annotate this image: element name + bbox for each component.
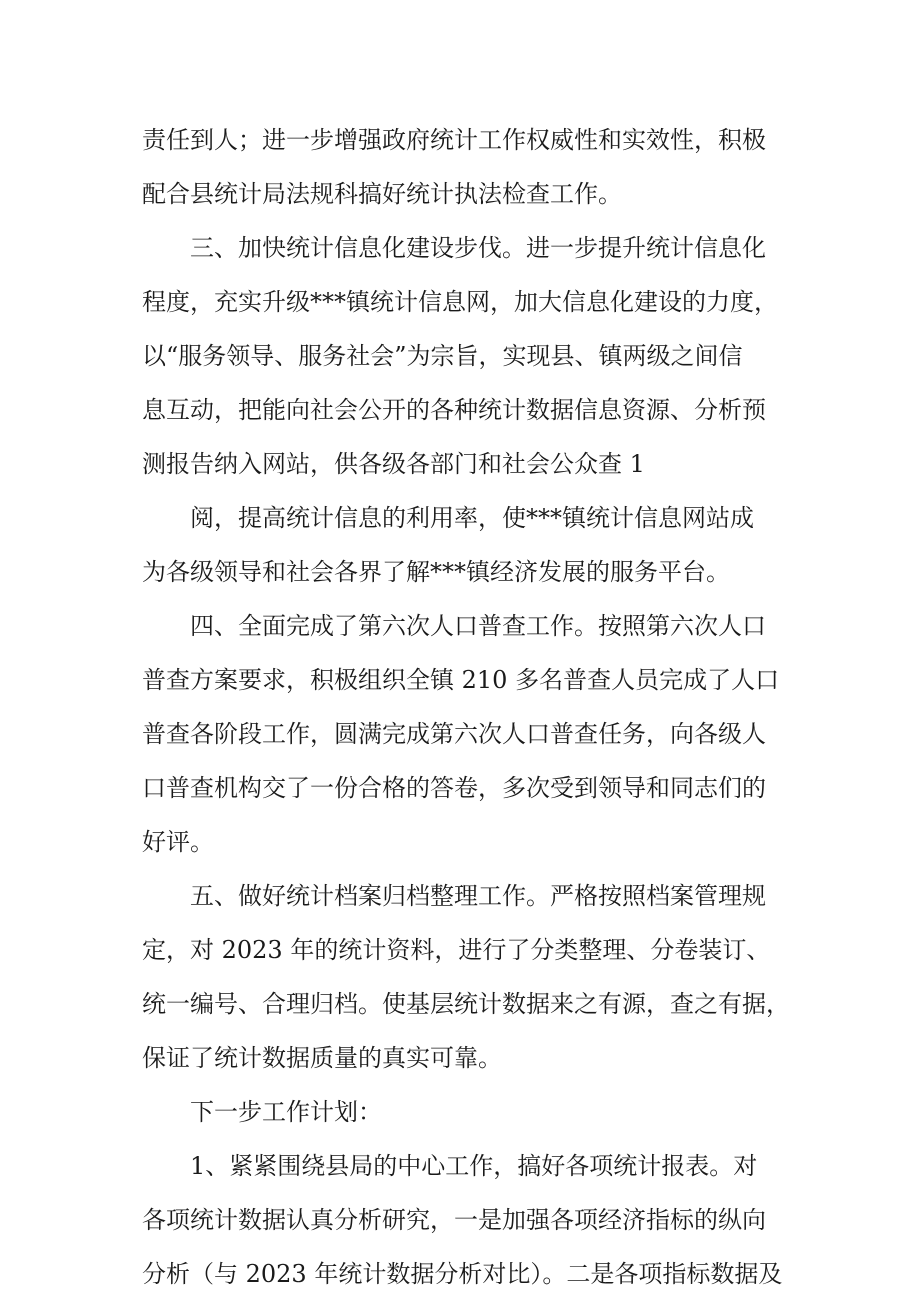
text-line: 保证了统计数据质量的真实可靠。 <box>142 1044 502 1072</box>
text-line: 三、加快统计信息化建设步伐。进一步提升统计信息化 <box>190 234 766 262</box>
text-line: 责任到人；进一步增强政府统计工作权威性和实效性，积极 <box>142 126 766 154</box>
text-line: 四、全面完成了第六次人口普查工作。按照第六次人口 <box>190 612 766 640</box>
text-line: 分析（与 2023 年统计数据分析对比）。二是各项指标数据及 <box>142 1260 783 1288</box>
text-line: 测报告纳入网站，供各级各部门和社会公众查 1 <box>142 450 645 478</box>
text-line: 阅，提高统计信息的利用率，使***镇统计信息网站成 <box>190 504 754 532</box>
text-line: 1、紧紧围绕县局的中心工作，搞好各项统计报表。对 <box>190 1152 758 1180</box>
text-line: 口普查机构交了一份合格的答卷，多次受到领导和同志们的 <box>142 774 766 802</box>
text-line: 配合县统计局法规科搞好统计执法检查工作。 <box>142 180 622 208</box>
text-line: 各项统计数据认真分析研究，一是加强各项经济指标的纵向 <box>142 1206 766 1234</box>
text-line: 为各级领导和社会各界了解***镇经济发展的服务平台。 <box>142 558 730 586</box>
text-line: 以“服务领导、服务社会”为宗旨，实现县、镇两级之间信 <box>142 342 743 370</box>
text-line: 息互动，把能向社会公开的各种统计数据信息资源、分析预 <box>142 396 766 424</box>
text-line: 普查各阶段工作，圆满完成第六次人口普查任务，向各级人 <box>142 720 766 748</box>
text-line: 下一步工作计划： <box>190 1098 382 1126</box>
text-line: 统一编号、合理归档。使基层统计数据来之有源，查之有据， <box>142 990 790 1018</box>
text-line: 好评。 <box>142 828 214 856</box>
text-line: 普查方案要求，积极组织全镇 210 多名普查人员完成了人口 <box>142 666 780 694</box>
text-line: 程度，充实升级***镇统计信息网，加大信息化建设的力度， <box>142 288 778 316</box>
text-line: 五、做好统计档案归档整理工作。严格按照档案管理规 <box>190 882 766 910</box>
text-line: 定，对 2023 年的统计资料，进行了分类整理、分卷装订、 <box>142 936 771 964</box>
document-body <box>142 113 802 1301</box>
